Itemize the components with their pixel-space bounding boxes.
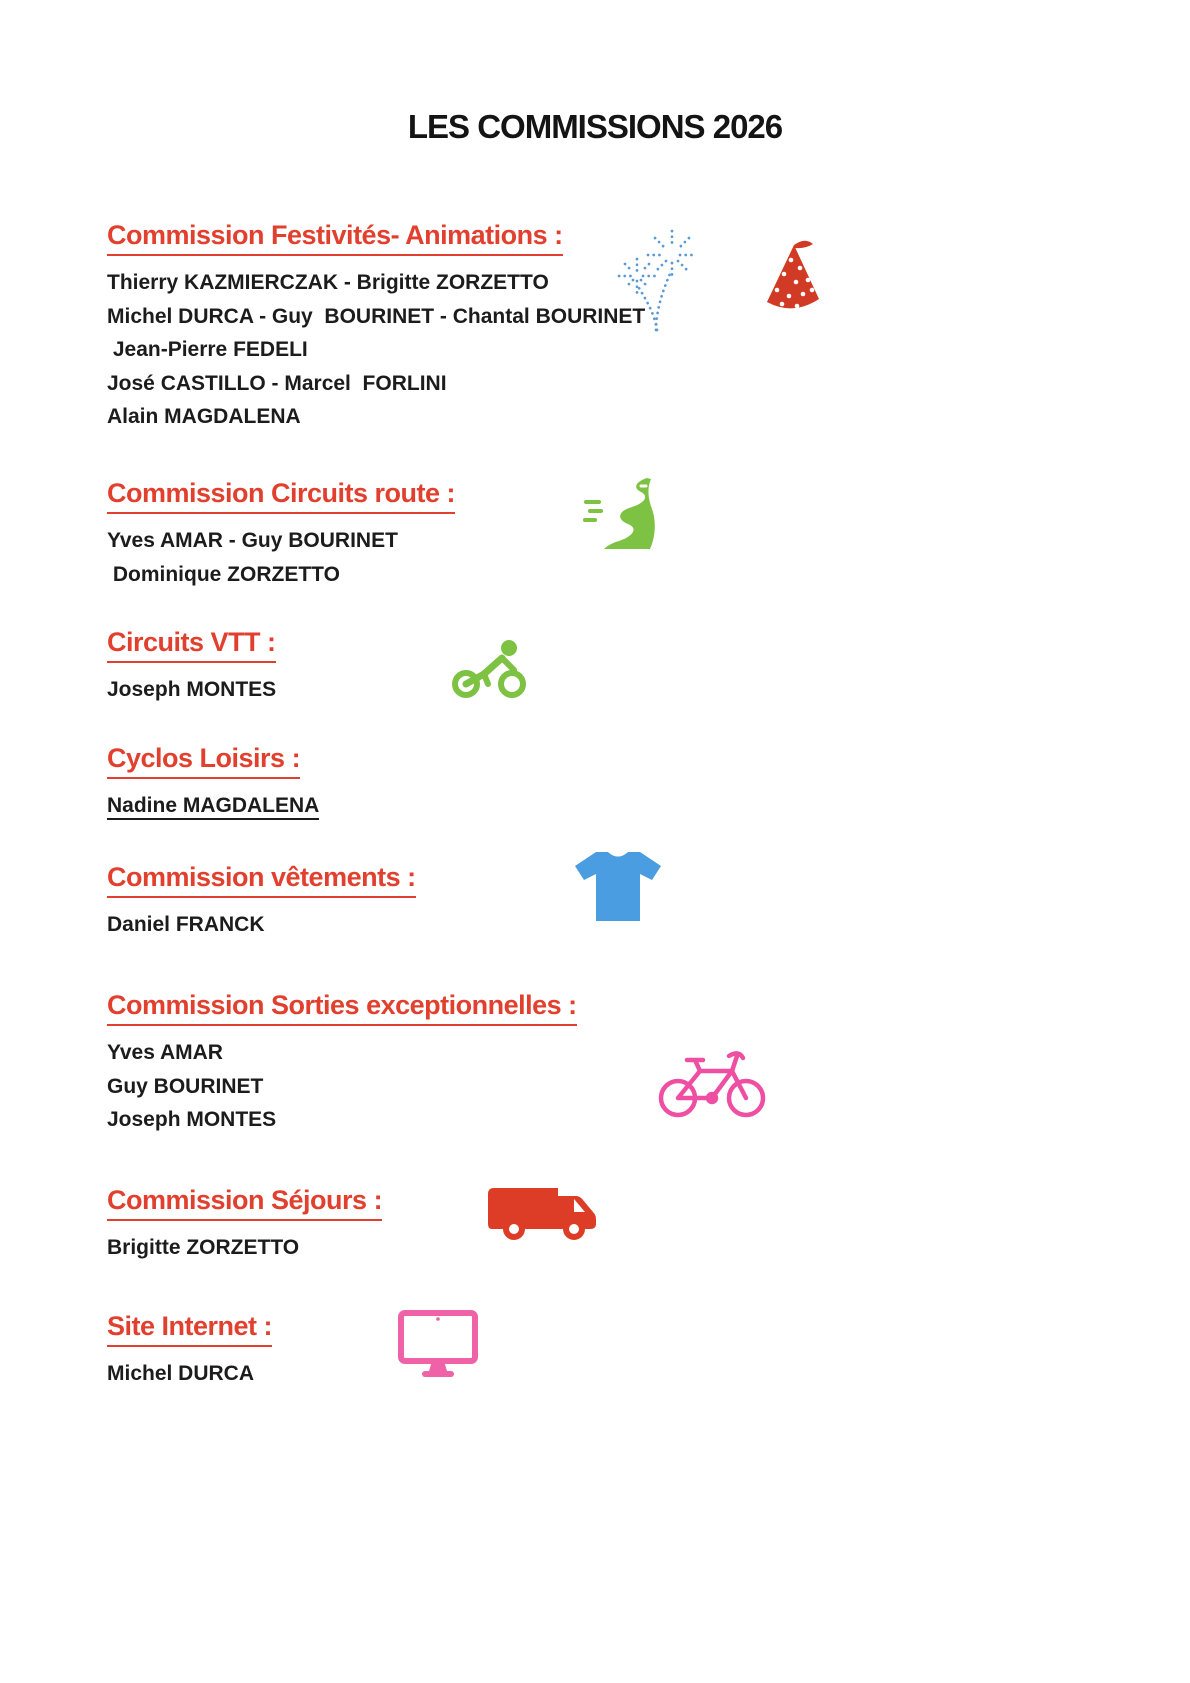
section-heading: Commission vêtements : [107, 862, 416, 898]
member-line: Thierry KAZMIERCZAK - Brigitte ZORZETTO [107, 271, 549, 294]
section-circuits-vtt [107, 627, 276, 707]
member-line: Joseph MONTES [107, 678, 277, 701]
member-line: Alain MAGDALENA [107, 405, 301, 428]
member-line: Yves AMAR - Guy BOURINET [107, 529, 398, 552]
monitor-icon [397, 1309, 479, 1386]
section-heading: Site Internet : [107, 1311, 272, 1347]
section-heading: Commission Sorties exceptionnelles : [107, 990, 577, 1026]
member-line: Jean-Pierre FEDELI [107, 338, 308, 361]
section-heading: Circuits VTT : [107, 627, 276, 663]
member-line: Yves AMAR [107, 1041, 223, 1064]
van-icon [486, 1183, 602, 1246]
section-sejours [107, 1185, 382, 1265]
fireworks-icon [612, 228, 704, 337]
member-line: Brigitte ZORZETTO [107, 1236, 300, 1259]
tshirt-icon [574, 850, 662, 927]
page-title: LES COMMISSIONS 2026 [407, 108, 783, 145]
section-vetements [107, 862, 416, 942]
winding-road-icon [583, 474, 661, 555]
member-line: Guy BOURINET [107, 1074, 264, 1098]
member-line: Michel DURCA - Guy BOURINET - Chantal BOURINET [107, 304, 646, 328]
section-sorties-exceptionnelles [107, 990, 577, 1137]
member-line: Michel DURCA [107, 1362, 255, 1385]
section-heading: Commission Festivités- Animations : [107, 220, 563, 256]
section-festivites [107, 220, 645, 434]
section-heading: Commission Séjours : [107, 1185, 382, 1221]
section-heading: Commission Circuits route : [107, 478, 455, 514]
member-line: Daniel FRANCK [107, 913, 265, 936]
cyclist-icon [450, 634, 528, 705]
section-circuits-route [107, 478, 455, 591]
section-site-internet [107, 1311, 272, 1391]
member-line: Joseph MONTES [107, 1108, 277, 1131]
member-line: Nadine MAGDALENA [107, 789, 319, 823]
member-line: José CASTILLO - Marcel FORLINI [107, 371, 447, 395]
member-line: Dominique ZORZETTO [107, 562, 340, 586]
section-cyclos-loisirs [107, 743, 319, 823]
section-heading: Cyclos Loisirs : [107, 743, 300, 779]
party-hat-icon [757, 238, 829, 323]
bicycle-icon [656, 1044, 768, 1125]
